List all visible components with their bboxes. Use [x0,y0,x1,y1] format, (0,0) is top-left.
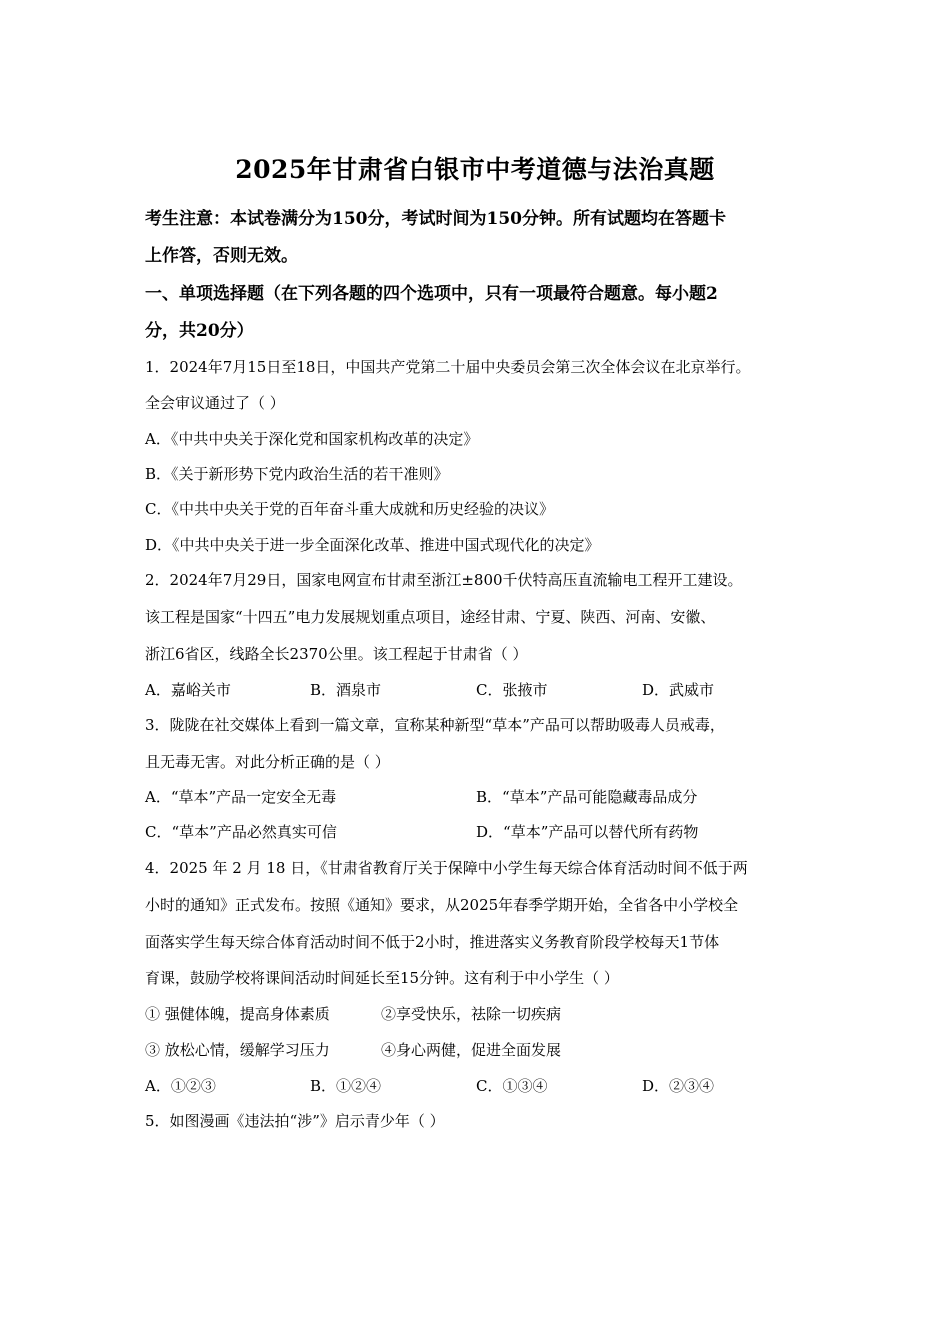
section-heading-line-1: 一、单项选择题（在下列各题的四个选项中，只有一项最符合题意。每小题2 [145,284,718,304]
q4-stem-line-4: 育课，鼓励学校将课间活动时间延长至15分钟。这有利于中小学生（ ） [145,969,619,987]
q1-stem-line-2: 全会审议通过了（ ） [145,394,285,412]
q3-stem-line-2: 且无毒无害。对此分析正确的是（ ） [145,753,390,771]
q4-option-d: D．②③④ [642,1077,715,1095]
q4-statement-3: ③ 放松心情，缓解学习压力 [145,1041,330,1059]
q2-option-c: C．张掖市 [476,681,548,699]
q4-option-a: A．①②③ [145,1077,216,1095]
q4-option-c: C．①③④ [476,1077,548,1095]
q4-statement-4: ④身心两健，促进全面发展 [381,1041,562,1059]
q1-option-b: B．《关于新形势下党内政治生活的若干准则》 [145,465,449,483]
q1-option-a: A．《中共中央关于深化党和国家机构改革的决定》 [145,430,479,448]
q3-option-a: A．“草本”产品一定安全无毒 [145,788,337,806]
q2-option-a: A．嘉峪关市 [145,681,231,699]
q2-stem-line-1: 2．2024年7月29日，国家电网宣布甘肃至浙江±800千伏特高压直流输电工程开工建设。 [145,571,743,589]
section-heading-line-2: 分，共20分） [145,321,254,341]
q3-option-b: B．“草本”产品可能隐藏毒品成分 [476,788,698,806]
q2-stem-line-2: 该工程是国家“十四五”电力发展规划重点项目，途经甘肃、宁夏、陕西、河南、安徽、 [145,608,716,626]
q4-stem-line-2: 小时的通知》正式发布。按照《通知》要求，从2025年春季学期开始，全省各中小学校全 [145,896,739,914]
q3-stem-line-1: 3．陇陇在社交媒体上看到一篇文章，宣称某种新型“草本”产品可以帮助吸毒人员戒毒， [145,716,725,734]
page-title: 2025年甘肃省白银市中考道德与法治真题 [235,155,715,184]
notice-line-2: 上作答，否则无效。 [145,246,298,266]
q4-statement-2: ②享受快乐，祛除一切疾病 [381,1005,562,1023]
notice-line-1: 考生注意：本试卷满分为150分，考试时间为150分钟。所有试题均在答题卡 [145,209,726,229]
q2-option-b: B．酒泉市 [310,681,382,699]
q2-option-d: D．武威市 [642,681,715,699]
q4-statement-1: ① 强健体魄，提高身体素质 [145,1005,330,1023]
q3-option-c: C．“草本”产品必然真实可信 [145,823,337,841]
q4-option-b: B．①②④ [310,1077,382,1095]
q4-stem-line-3: 面落实学生每天综合体育活动时间不低于2小时，推进落实义务教育阶段学校每天1节体 [145,933,720,951]
q1-option-c: C．《中共中央关于党的百年奋斗重大成就和历史经验的决议》 [145,500,554,518]
q3-option-d: D．“草本”产品可以替代所有药物 [476,823,699,841]
q5-stem-line-1: 5．如图漫画《违法拍“涉”》启示青少年（ ） [145,1112,445,1130]
q2-stem-line-3: 浙江6省区，线路全长2370公里。该工程起于甘肃省（ ） [145,645,528,663]
q1-option-d: D．《中共中央关于进一步全面深化改革、推进中国式现代化的决定》 [145,536,600,554]
q4-stem-line-1: 4．2025 年 2 月 18 日，《甘肃省教育厅关于保障中小学生每天综合体育活动时间不低于两 [145,859,748,877]
q1-stem-line-1: 1．2024年7月15日至18日，中国共产党第二十届中央委员会第三次全体会议在北京举行。 [145,358,751,376]
